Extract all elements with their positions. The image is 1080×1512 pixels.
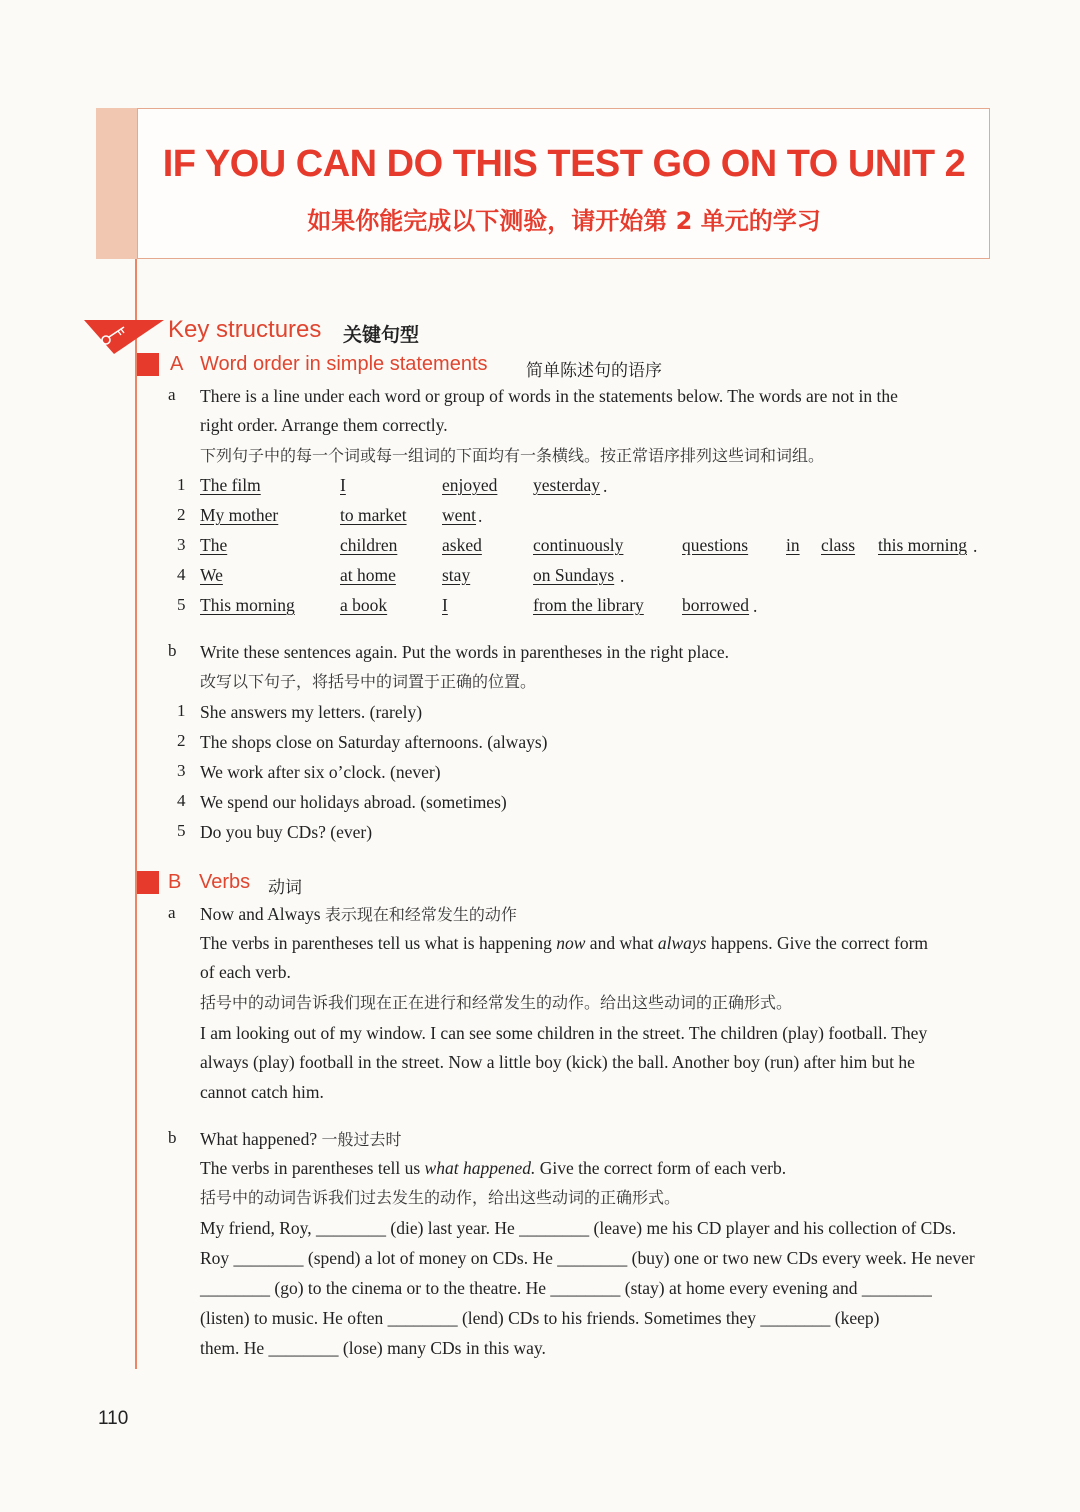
key-structures-title-cn: 关键句型 (343, 324, 420, 346)
heading-en: Now and Always (200, 904, 321, 924)
instr-italic: now (556, 933, 586, 953)
instr-text: The verbs in parentheses tell us what is happening (200, 933, 552, 953)
sentence-item: We spend our holidays abroad. (sometimes) (200, 792, 507, 812)
exercise-a-instruction: There is a line under each word or group of words in the statements below. The words are not in the (200, 386, 898, 406)
section-a-title: Word order in simple statements (200, 353, 488, 375)
instr-text: and what (589, 933, 654, 953)
passage-line: ________ (go) to the cinema or to the theatre. He ________ (stay) at home every evening and ________ (200, 1278, 932, 1298)
word-chunk: from the library (533, 595, 644, 615)
section-a-title-cn: 简单陈述句的语序 (526, 361, 662, 381)
section-a-marker (137, 353, 159, 376)
word-chunk: The (200, 535, 228, 555)
word-chunk: to market (340, 505, 407, 525)
row-number: 5 (177, 595, 186, 614)
page-number: 110 (98, 1408, 129, 1429)
word-chunk: in (786, 535, 800, 555)
instr-italic: what happened. (424, 1158, 536, 1178)
word-chunk: asked (442, 535, 482, 555)
word-chunk: this morning (878, 535, 967, 555)
section-b-title-cn: 动词 (268, 878, 302, 898)
section-b-title: Verbs (199, 871, 251, 893)
row-period: . (620, 566, 625, 586)
exercise-heading (200, 1128, 401, 1151)
word-chunk: My mother (200, 505, 279, 525)
exercise-a-instruction-cont: right order. Arrange them correctly. (200, 415, 448, 435)
item-number: 4 (177, 791, 186, 810)
word-chunk: on Sundays (533, 565, 615, 585)
passage-line: (listen) to music. He often ________ (lend) CDs to his friends. Sometimes they ________ (keep) (200, 1308, 880, 1328)
instr-text: happens. Give the correct form (710, 933, 929, 953)
exercise-b-instruction-cn: 改写以下句子，将括号中的词置于正确的位置。 (200, 672, 537, 691)
word-chunk: at home (340, 565, 396, 585)
exercise-b-label: b (168, 641, 177, 660)
exercise-instruction-cn: 括号中的动词告诉我们过去发生的动作，给出这些动词的正确形式。 (200, 1188, 681, 1207)
row-number: 2 (177, 505, 186, 524)
exercise-a-label: a (168, 903, 176, 922)
section-a-letter: A (170, 353, 184, 375)
page-title: IF YOU CAN DO THIS TEST GO ON TO UNIT 2 (162, 143, 966, 185)
passage-line: them. He ________ (lose) many CDs in this way. (200, 1338, 546, 1358)
exercise-b-instruction: Write these sentences again. Put the words in parentheses in the right place. (200, 642, 729, 662)
word-chunk: The film (200, 475, 261, 495)
passage-line: My friend, Roy, ________ (die) last year. He ________ (leave) me his CD player and his collection of CDs. (200, 1218, 957, 1238)
word-chunk: went (442, 505, 477, 525)
row-number: 4 (177, 565, 186, 584)
passage-line: I am looking out of my window. I can see some children in the street. The children (play) football. They (200, 1023, 928, 1043)
row-period: . (753, 596, 758, 616)
item-number: 3 (177, 761, 186, 780)
passage-line: always (play) football in the street. Now a little boy (kick) the ball. Another boy (run) after him but he (200, 1052, 915, 1072)
exercise-instruction-cn: 括号中的动词告诉我们现在正在进行和经常发生的动作。给出这些动词的正确形式。 (200, 993, 793, 1012)
header-stripe (96, 108, 138, 259)
word-chunk: stay (442, 565, 471, 585)
exercise-instruction-cont: of each verb. (200, 962, 291, 982)
word-chunk: I (340, 475, 346, 495)
sentence-item: The shops close on Saturday afternoons. (always) (200, 732, 548, 752)
row-period: . (603, 476, 608, 496)
sentence-item: Do you buy CDs? (ever) (200, 822, 373, 842)
word-chunk: children (340, 535, 398, 555)
instr-text: The verbs in parentheses tell us (200, 1158, 421, 1178)
passage-line: Roy ________ (spend) a lot of money on CDs. He ________ (buy) one or two new CDs every week. He never (200, 1248, 975, 1268)
word-chunk: I (442, 595, 448, 615)
word-chunk: class (821, 535, 856, 555)
margin-rule (135, 259, 137, 1369)
row-period: . (973, 536, 978, 556)
passage-line: cannot catch him. (200, 1082, 324, 1102)
word-chunk: borrowed (682, 595, 750, 615)
key-structures-title: Key structures (168, 316, 322, 343)
item-number: 2 (177, 731, 186, 750)
word-chunk: questions (682, 535, 749, 555)
exercise-instruction (200, 932, 928, 954)
row-number: 3 (177, 535, 186, 554)
exercise-heading (200, 903, 517, 926)
exercise-a-instruction-cn: 下列句子中的每一个词或每一组词的下面均有一条横线。按正常语序排列这些词和词组。 (200, 446, 825, 465)
sentence-item: We work after six o’clock. (never) (200, 762, 441, 782)
item-number: 5 (177, 821, 186, 840)
exercise-a-label: a (168, 385, 176, 404)
word-chunk: We (200, 565, 223, 585)
heading-cn: 一般过去时 (321, 1130, 402, 1149)
key-icon (84, 316, 164, 356)
page-subtitle: 如果你能完成以下测验，请开始第 2 单元的学习 (307, 207, 821, 235)
exercise-instruction (200, 1157, 786, 1179)
row-period: . (478, 506, 483, 526)
section-b-marker (137, 871, 159, 894)
exercise-b-label: b (168, 1128, 177, 1147)
word-chunk: a book (340, 595, 388, 615)
word-chunk: continuously (533, 535, 624, 555)
row-number: 1 (177, 475, 186, 494)
heading-cn: 表示现在和经常发生的动作 (324, 905, 517, 924)
heading-en: What happened? (200, 1129, 318, 1149)
word-chunk: enjoyed (442, 475, 498, 495)
instr-italic: always (657, 933, 707, 953)
section-b-letter: B (168, 871, 182, 893)
item-number: 1 (177, 701, 186, 720)
instr-text: Give the correct form of each verb. (539, 1158, 787, 1178)
word-chunk: This morning (200, 595, 295, 615)
sentence-item: She answers my letters. (rarely) (200, 702, 423, 722)
word-chunk: yesterday (533, 475, 601, 495)
